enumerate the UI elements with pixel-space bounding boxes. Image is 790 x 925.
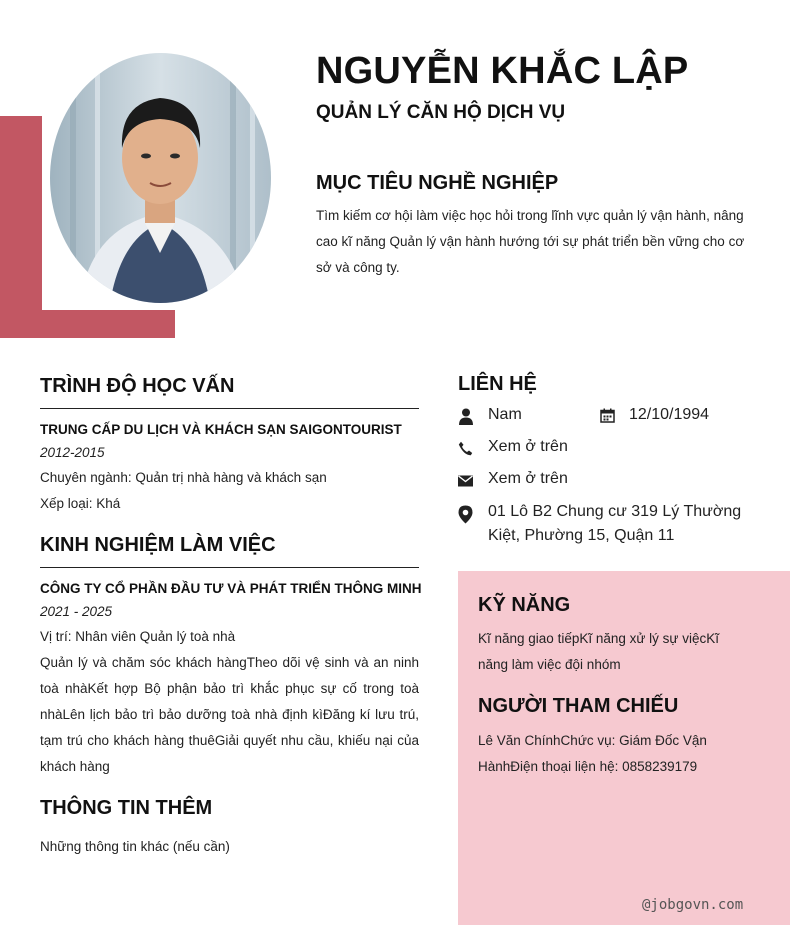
contact-heading: LIÊN HỆ [458,373,537,395]
mail-icon [458,474,474,490]
experience-position: Vị trí: Nhân viên Quản lý toà nhà [40,629,236,644]
person-icon [458,408,474,424]
experience-years: 2021 - 2025 [40,604,113,619]
references-heading: NGƯỜI THAM CHIẾU [478,695,679,717]
watermark: @jobgovn.com [642,897,744,913]
job-title: QUẢN LÝ CĂN HỘ DỊCH VỤ [316,102,566,123]
objective-text: Tìm kiếm cơ hội làm việc học hỏi trong lĩnh vực quản lý vận hành, nâng cao kĩ năng Quản lý vận hành hướng tới sự phát triển bền vững cho cơ sở và công ty. [316,208,745,275]
contact-gender: Nam [488,406,522,423]
additional-info-text: Những thông tin khác (nếu cần) [40,839,230,854]
experience-description: Quản lý và chăm sóc khách hàngTheo dõi vệ sinh và an ninh toà nhàKết hợp Bộ phận bảo trì khắc phục sự cố trong toà nhàLên lịch bảo trì bảo dưỡng toà nhà định kìĐăng kí lưu trú, tạm trú cho khách hàng thuêGiải quyết nhu cầu, khiếu nại của khách hàng [40,655,419,774]
calendar-icon [600,408,616,424]
contact-phone: Xem ở trên [488,438,568,455]
section-divider [40,408,419,409]
education-rank: Xếp loại: Khá [40,496,121,511]
education-years: 2012-2015 [40,445,105,460]
accent-block-vertical [0,116,42,338]
accent-block-horizontal [0,310,175,338]
objective-heading: MỤC TIÊU NGHỀ NGHIỆP [316,172,559,194]
experience-company: CÔNG TY CỔ PHẦN ĐẦU TƯ VÀ PHÁT TRIỂN THÔNG MINH [40,581,422,596]
location-pin-icon [458,505,474,521]
profile-photo [50,53,271,303]
references-text: Lê Văn ChínhChức vụ: Giám Đốc Vận HànhĐiện thoại liện hệ: 0858239179 [478,733,707,774]
additional-info-heading: THÔNG TIN THÊM [40,797,213,819]
phone-icon [458,441,474,457]
skills-heading: KỸ NĂNG [478,594,571,616]
education-major: Chuyên ngành: Quản trị nhà hàng và khách sạn [40,470,327,485]
candidate-name: NGUYỄN KHẮC LẬP [316,50,689,92]
contact-dob: 12/10/1994 [629,406,710,423]
contact-address: 01 Lô B2 Chung cư 319 Lý Thường Kiệt, Phường 15, Quận 11 [488,503,742,544]
contact-email: Xem ở trên [488,470,568,487]
experience-heading: KINH NGHIỆM LÀM VIỆC [40,534,276,556]
education-school: TRUNG CẤP DU LỊCH VÀ KHÁCH SẠN SAIGONTOURIST [40,422,402,437]
skills-text: Kĩ năng giao tiếpKĩ năng xử lý sự việcKĩ năng làm việc đội nhóm [478,631,719,672]
education-heading: TRÌNH ĐỘ HỌC VẤN [40,375,235,397]
section-divider [40,567,419,568]
